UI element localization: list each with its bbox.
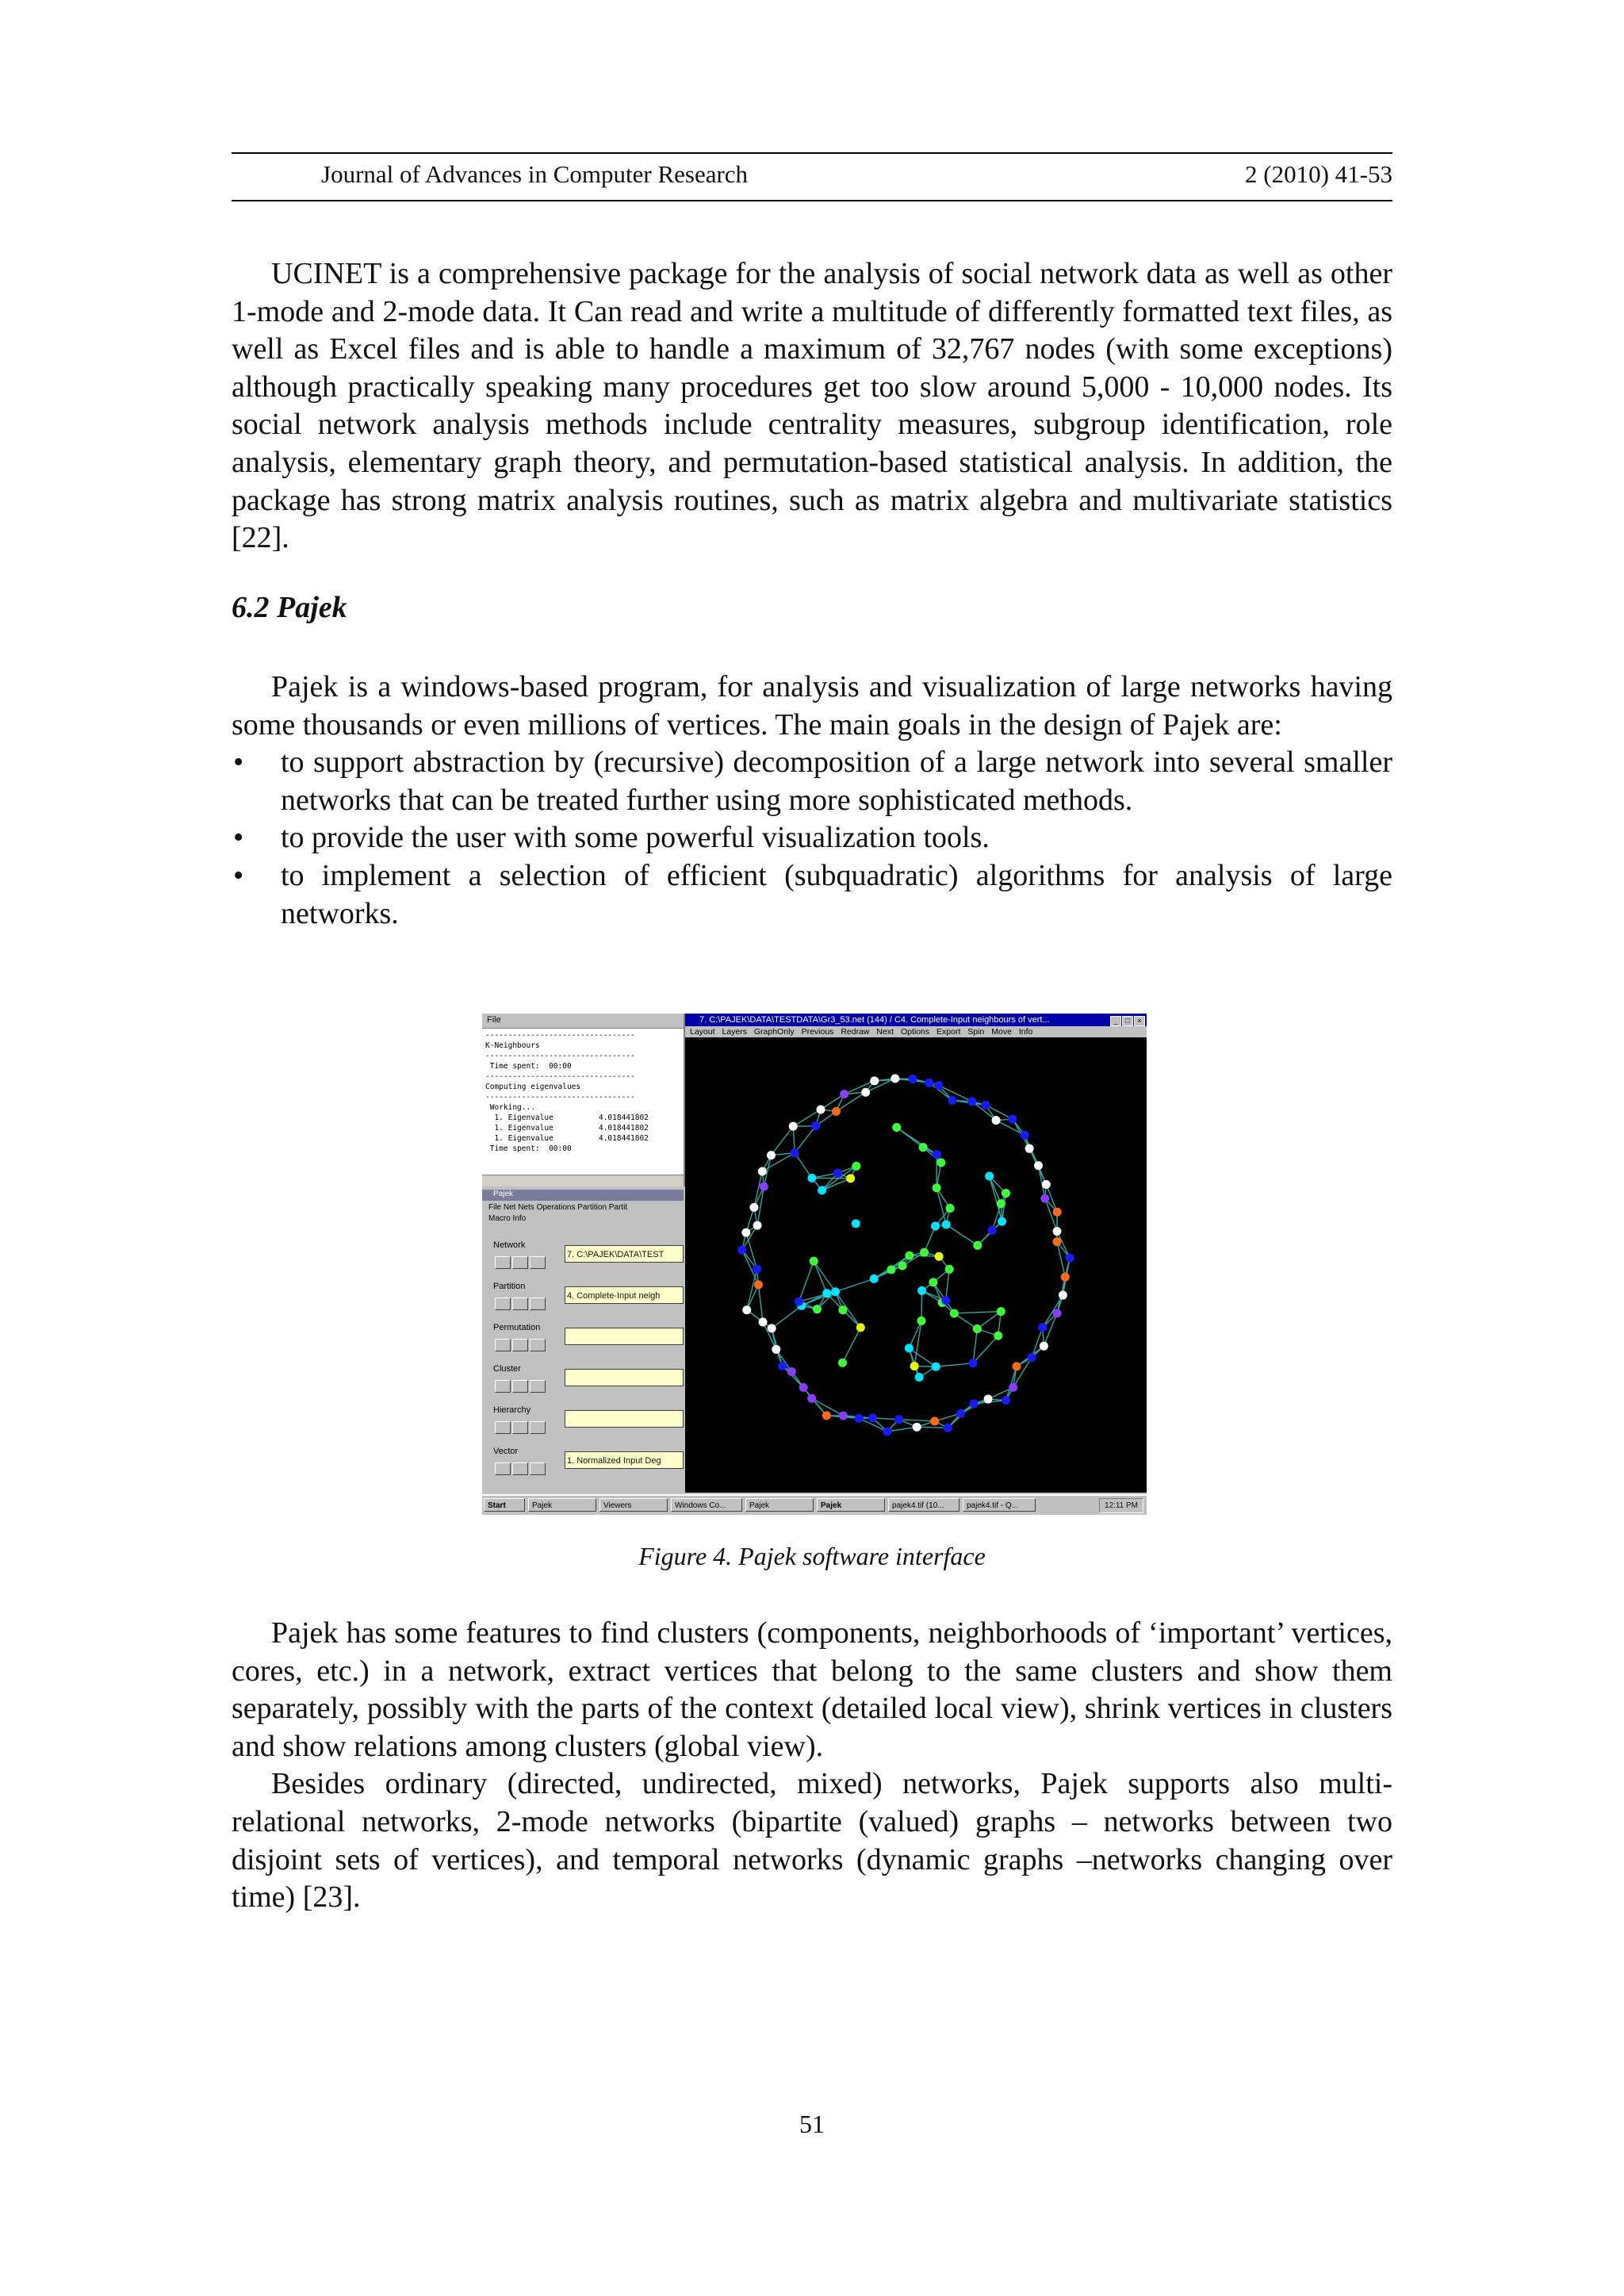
graph-node <box>742 1305 751 1314</box>
graph-node <box>870 1076 879 1085</box>
pajek-intro-block <box>232 669 1392 933</box>
graph-node <box>1040 1194 1049 1203</box>
save-icon[interactable] <box>512 1462 528 1475</box>
graph-node <box>997 1307 1005 1316</box>
graph-node <box>936 1158 945 1167</box>
graph-node <box>981 1101 990 1110</box>
graph-node <box>967 1097 976 1106</box>
graph-node <box>753 1221 762 1230</box>
graph-node <box>1008 1115 1017 1124</box>
minimize-button[interactable]: _ <box>1110 1016 1121 1026</box>
graph-node <box>945 1265 954 1274</box>
graph-node <box>870 1274 879 1283</box>
graph-node <box>985 1172 994 1181</box>
console-menu-file[interactable]: File <box>482 1014 684 1029</box>
graph-node <box>1042 1180 1051 1189</box>
graph-node <box>1052 1237 1061 1246</box>
graph-node <box>749 1203 758 1212</box>
bullet-icon: • <box>233 821 244 855</box>
graph-node <box>1052 1227 1061 1236</box>
ucinet-block <box>232 255 1392 558</box>
goal-item: • to implement a selection of efficient (subquadratic) algorithms for analysis of large networks. <box>233 858 1392 930</box>
graph-node <box>948 1096 956 1105</box>
permutation-group: Permutation <box>488 1321 684 1361</box>
graph-node <box>887 1265 895 1274</box>
graph-node <box>915 1373 924 1382</box>
graph-node <box>1053 1208 1062 1217</box>
graph-node <box>852 1162 860 1171</box>
graph-node <box>846 1174 855 1182</box>
graph-node <box>753 1265 761 1274</box>
graph-node <box>930 1416 939 1425</box>
graph-node <box>810 1257 818 1266</box>
hierarchy-select[interactable] <box>565 1410 684 1428</box>
graph-node <box>813 1305 822 1313</box>
volume-info: 2 (2010) 41-53 <box>1245 160 1392 188</box>
draw-window <box>685 1014 1147 1493</box>
network-group: Network 7. C:\PAJEK\DATA\TEST <box>488 1239 684 1278</box>
graph-node <box>946 1204 955 1213</box>
graph-node <box>1061 1273 1070 1282</box>
graph-node <box>767 1151 776 1159</box>
pajek-main-window <box>482 1190 684 1493</box>
graph-edge <box>973 1328 977 1363</box>
draw-window-menu[interactable]: Layout Layers GraphOnly Previous Redraw Next Options Export Spin Move Info <box>685 1026 1147 1037</box>
hierarchy-group: Hierarchy <box>488 1404 684 1443</box>
journal-name: Journal of Advances in Computer Research <box>321 160 749 188</box>
graph-node <box>973 1324 982 1333</box>
view-icon[interactable] <box>530 1256 546 1269</box>
taskbar-item[interactable]: Windows Co... <box>671 1498 742 1512</box>
running-header <box>232 160 1392 198</box>
open-icon[interactable] <box>495 1421 511 1434</box>
open-icon[interactable] <box>495 1462 511 1475</box>
graph-edge <box>795 1153 812 1179</box>
graph-node <box>898 1262 907 1271</box>
graph-edge <box>799 1261 814 1301</box>
header-rule-bottom <box>232 200 1392 201</box>
graph-node <box>822 1289 831 1297</box>
graph-node <box>855 1414 864 1423</box>
save-icon[interactable] <box>512 1421 528 1434</box>
close-button[interactable]: × <box>1134 1016 1145 1026</box>
save-icon[interactable] <box>512 1380 528 1393</box>
taskbar-item[interactable]: Viewers <box>599 1498 668 1512</box>
graph-node <box>791 1148 799 1157</box>
graph-node <box>787 1367 796 1376</box>
console-scrollbar[interactable] <box>482 1175 684 1186</box>
graph-node <box>909 1075 917 1083</box>
console-window <box>482 1014 685 1186</box>
graph-node <box>950 1309 959 1317</box>
graph-node <box>1002 1189 1010 1198</box>
graph-node <box>1013 1362 1021 1370</box>
graph-node <box>934 1081 943 1090</box>
networks-paragraph: Besides ordinary (directed, undirected, mixed) networks, Pajek supports also multi-relational networks, 2-mode networks (bipartite (valued) graphs – networks between two disjoint sets of vertices), and temporal networks (dynamic graphs –networks changing over time) [23]. <box>232 1767 1392 1915</box>
vector-group: Vector 1. Normalized Input Deg <box>488 1445 684 1485</box>
taskbar-item[interactable]: pajek4.tif - Q... <box>963 1498 1036 1512</box>
figure-caption: Figure 4. Pajek software interface <box>638 1542 986 1570</box>
view-icon[interactable] <box>530 1421 546 1434</box>
page-number: 51 <box>799 2110 825 2138</box>
start-button[interactable]: Start <box>484 1498 525 1512</box>
graph-node <box>818 1186 826 1194</box>
graph-node <box>838 1359 847 1367</box>
taskbar-item[interactable]: pajek4.tif (10... <box>888 1498 959 1512</box>
graph-edge <box>897 1128 923 1148</box>
bullet-icon: • <box>233 746 244 780</box>
save-icon[interactable] <box>512 1339 528 1351</box>
graph-node <box>822 1411 831 1420</box>
graph-node <box>920 1248 929 1257</box>
graph-node <box>1025 1144 1034 1153</box>
graph-edge <box>946 1269 949 1300</box>
maximize-button[interactable]: □ <box>1122 1016 1133 1026</box>
partition-group: Partition 4. Complete-Input neigh <box>488 1280 684 1320</box>
graph-node <box>1009 1383 1017 1392</box>
pajek-main-menu[interactable]: File Net Nets Operations Partition Partit Macro Info <box>488 1203 628 1223</box>
graph-node <box>768 1324 776 1332</box>
graph-node <box>994 1332 1002 1340</box>
graph-node <box>917 1286 926 1295</box>
graph-node <box>941 1296 950 1305</box>
bullet-icon: • <box>233 858 244 892</box>
graph-node <box>913 1423 921 1432</box>
view-icon[interactable] <box>530 1380 546 1393</box>
clusters-block <box>232 1615 1392 1917</box>
pajek-main-title: Pajek <box>482 1190 684 1201</box>
graph-node <box>759 1317 768 1326</box>
graph-node <box>1038 1323 1047 1332</box>
graph-edge <box>899 1420 935 1421</box>
graph-node <box>892 1123 901 1132</box>
graph-edge <box>842 1328 860 1363</box>
graph-node <box>840 1090 848 1098</box>
graph-node <box>935 1252 944 1261</box>
graph-node <box>944 1424 952 1432</box>
graph-node <box>1028 1353 1036 1362</box>
graph-edge <box>973 1336 998 1363</box>
goals-list <box>232 744 1392 933</box>
graph-node <box>894 1415 903 1424</box>
graph-node <box>838 1305 847 1314</box>
partition-select[interactable]: 4. Complete-Input neigh <box>565 1286 684 1304</box>
graph-node <box>772 1345 780 1354</box>
graph-node <box>933 1150 941 1159</box>
graph-edge <box>946 1225 978 1245</box>
graph-node <box>839 1411 848 1420</box>
graph-node <box>807 1394 816 1403</box>
view-icon[interactable] <box>530 1462 546 1475</box>
graph-node <box>807 1174 816 1182</box>
graph-edge <box>954 1312 1001 1313</box>
graph-node <box>998 1217 1006 1226</box>
graph-node <box>910 1362 919 1370</box>
cluster-group: Cluster <box>488 1363 684 1402</box>
vector-select[interactable]: 1. Normalized Input Deg <box>565 1451 684 1469</box>
graph-node <box>861 1088 870 1097</box>
graph-edge <box>1006 1366 1017 1401</box>
pajek-intro-paragraph: Pajek is a windows-based program, for analysis and visualization of large networks having some thousands or even millions of vertices. The main goals in the design of Pajek are: <box>232 670 1392 742</box>
graph-node <box>778 1362 787 1370</box>
graph-node <box>816 1105 825 1114</box>
graph-node <box>905 1343 914 1352</box>
graph-node <box>1059 1291 1067 1300</box>
open-icon[interactable] <box>495 1339 511 1351</box>
view-icon[interactable] <box>530 1297 546 1310</box>
graph-node <box>795 1297 803 1306</box>
graph-node <box>891 1074 899 1083</box>
graph-node <box>984 1395 993 1404</box>
graph-node <box>942 1220 951 1228</box>
taskbar-item[interactable]: Pajek <box>528 1498 596 1512</box>
graph-node <box>1053 1309 1062 1317</box>
taskbar-clock: 12:11 PM <box>1099 1498 1143 1513</box>
graph-node <box>789 1122 798 1131</box>
pajek-screenshot-figure <box>482 1014 1147 1513</box>
goal-item: • to provide the user with some powerful visualization tools. <box>232 819 1392 857</box>
graph-node <box>988 1226 997 1235</box>
graph-node <box>1034 1161 1043 1170</box>
section-heading: 6.2 Pajek <box>232 591 347 624</box>
graph-edge <box>986 1105 1013 1119</box>
graph-node <box>1040 1342 1048 1351</box>
graph-node <box>868 1413 877 1422</box>
clusters-paragraph: Pajek has some features to find clusters (components, neighborhoods of ‘important’ vertices, cores, etc.) in a network, extract vertices that belong to the same clusters and show them separately, possibly with the parts of the context (detailed local view), shrink vertices in clusters and show relations among clusters (global view). <box>232 1616 1392 1763</box>
graph-node <box>929 1278 937 1286</box>
save-icon[interactable] <box>512 1297 528 1310</box>
graph-node <box>956 1409 965 1418</box>
graph-node <box>832 1107 841 1116</box>
graph-node <box>969 1359 978 1367</box>
open-icon[interactable] <box>495 1380 511 1393</box>
graph-node <box>737 1245 746 1254</box>
graph-node <box>758 1167 767 1175</box>
graph-edge <box>921 1290 922 1320</box>
graph-node <box>919 1143 928 1152</box>
view-icon[interactable] <box>530 1339 546 1351</box>
graph-node <box>852 1219 860 1228</box>
graph-edge <box>990 1176 1002 1204</box>
graph-node <box>760 1182 768 1191</box>
open-icon[interactable] <box>495 1297 511 1310</box>
graph-node <box>831 1287 840 1296</box>
graph-edge <box>747 1269 757 1310</box>
graph-node <box>1066 1254 1074 1263</box>
graph-edge <box>758 1285 763 1322</box>
graph-edge <box>771 1126 793 1155</box>
graph-node <box>973 1241 982 1250</box>
permutation-select[interactable] <box>565 1328 684 1345</box>
header-rule-top <box>232 152 1392 154</box>
graph-node <box>933 1183 941 1192</box>
graph-node <box>925 1079 933 1087</box>
graph-node <box>1021 1131 1029 1140</box>
graph-edge <box>977 1312 1001 1329</box>
graph-node <box>799 1383 808 1392</box>
graph-edge <box>746 1232 757 1269</box>
graph-edge <box>772 1305 802 1328</box>
graph-node <box>811 1121 820 1130</box>
graph-node <box>905 1251 914 1260</box>
graph-node <box>997 1199 1005 1208</box>
graph-node <box>741 1228 750 1237</box>
graph-edge <box>917 1427 948 1428</box>
draw-window-title: 7. C:\PAJEK\DATA\TESTDATA\Gr3_53.net (144) / C4. Complete-Input neighbours of vert... _ □ × <box>685 1014 1147 1026</box>
ucinet-paragraph: UCINET is a comprehensive package for the analysis of social network data as well as other 1-mode and 2-mode data. It Can read and write a multitude of differently formatted text files, as well as Excel files and is able to handle a maximum of 32,767 nodes (with some exceptions) although practically speaking many procedures get too slow around 5,000 - 10,000 nodes. Its social network analysis methods include centrality measures, subgroup identification, role analysis, elementary graph theory, and permutation-based statistical analysis. In addition, the package has strong matrix analysis routines, such as matrix algebra and multivariate statistics [22]. <box>232 257 1392 555</box>
save-icon[interactable] <box>512 1256 528 1269</box>
console-output: --------------------------------- K-Neighbours --------------------------------- Time spent: 00:00 --------------------------------- Computing eigenvalues --------------------------------- Working... 1. Eigenvalue 4.018441802 1. Eigenvalue 4.018441802 1. Eigenvalue 4.018441802 Time spent: 00:00 <box>485 1031 649 1153</box>
open-icon[interactable] <box>495 1256 511 1269</box>
graph-edge <box>795 1126 815 1153</box>
network-graph <box>685 1037 1147 1493</box>
graph-node <box>856 1323 865 1332</box>
graph-node <box>1002 1396 1010 1405</box>
taskbar-item-active[interactable]: Pajek <box>817 1498 885 1512</box>
goal-item: • to support abstraction by (recursive) decomposition of a large network into several smaller networks that can be treated further using more sophisticated methods. <box>233 746 1392 817</box>
graph-edge <box>936 1363 973 1366</box>
windows-taskbar <box>482 1494 1147 1515</box>
graph-node <box>754 1280 763 1289</box>
graph-node <box>917 1317 925 1325</box>
graph-node <box>883 1427 891 1435</box>
graph-edge <box>836 1278 875 1291</box>
graph-node <box>992 1116 1001 1125</box>
graph-node <box>833 1169 842 1178</box>
graph-node <box>969 1399 978 1408</box>
taskbar-item[interactable]: Pajek <box>745 1498 814 1512</box>
graph-node <box>932 1363 940 1371</box>
cluster-select[interactable] <box>565 1369 684 1386</box>
graph-node <box>931 1221 940 1230</box>
network-select[interactable]: 7. C:\PAJEK\DATA\TEST <box>565 1245 684 1263</box>
